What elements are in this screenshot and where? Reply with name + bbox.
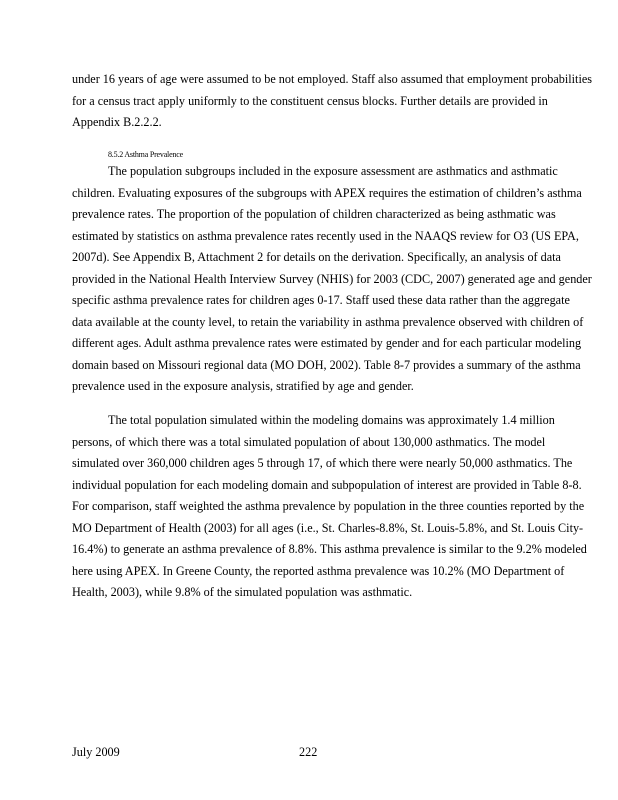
- section-heading: 8.5.2 Asthma Prevalence: [108, 150, 183, 159]
- footer-date: July 2009: [72, 745, 120, 759]
- paragraph-population-summary: The total population simulated within the modeling domains was approximately 1.4 million persons, of which there was a total simulated population of about 130,000 asthmatics. The model simulated over 360,000 children ages 5 through 17, of which there were nearly 50,000 asthmatics. The individual population for each modeling domain and subpopulation of interest are provided in Table 8-8. For comparison, staff weighted the asthma prevalence by population in the three counties reported by the MO Department of Health (2003) for all ages (i.e., St. Charles-8.8%, St. Louis-5.8%, and St. Louis City-16.4%) to generate an asthma prevalence of 8.8%. This asthma prevalence is similar to the 9.2% modeled here using APEX. In Greene County, the reported asthma prevalence was 10.2% (MO Department of Health, 2003), while 9.8% of the simulated population was asthmatic.: [72, 413, 587, 599]
- paragraph-asthma-prevalence-method: The population subgroups included in the exposure assessment are asthmatics and asthmatic children. Evaluating exposures of the subgroups with APEX requires the estimation of children’s asthma prevalence rates. The proportion of the population of children characterized as being asthmatic was estimated by statistics on asthma prevalence rates recently used in the NAAQS review for O3 (US EPA, 2007d). See Appendix B, Attachment 2 for details on the derivation. Specifically, an analysis of data provided in the National Health Interview Survey (NHIS) for 2003 (CDC, 2007) generated age and gender specific asthma prevalence rates for children ages 0-17. Staff used these data rather than the aggregate data available at the county level, to retain the variability in asthma prevalence observed with children of different ages. Adult asthma prevalence rates were estimated by gender and for each particular modeling domain based on Missouri regional data (MO DOH, 2002). Table 8-7 provides a summary of the asthma prevalence used in the exposure analysis, stratified by age and gender.: [72, 164, 592, 393]
- paragraph-employment-assumptions: under 16 years of age were assumed to be not employed. Staff also assumed that employment probabilities for a census tract apply uniformly to the constituent census blocks. Further details are provided in Appendix B.2.2.2.: [72, 72, 592, 129]
- footer-page-number: 222: [299, 745, 318, 759]
